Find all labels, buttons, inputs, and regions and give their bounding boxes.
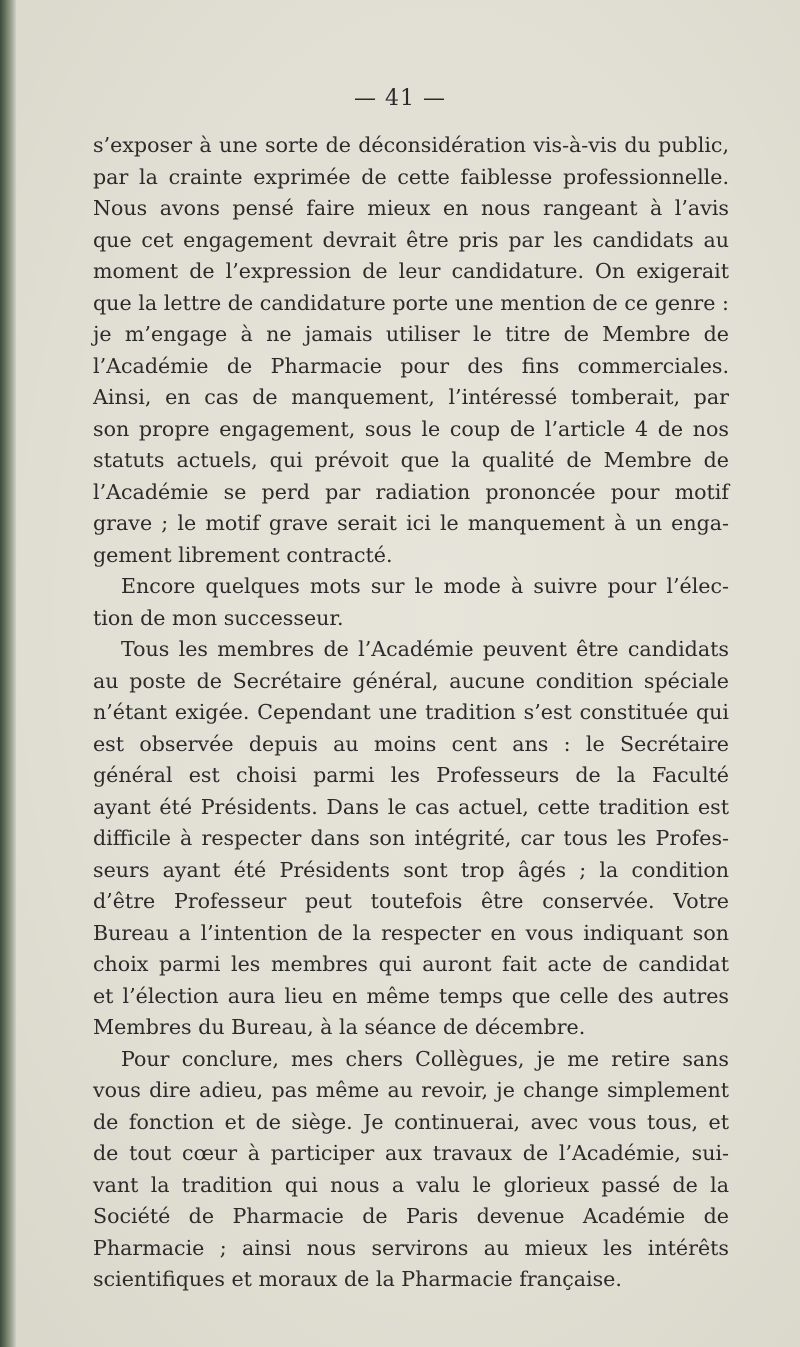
text-line: choix parmi les membres qui auront fait acte de candidat (93, 952, 729, 976)
text-line: Tous les membres de l’Académie peuvent être candidats (121, 637, 729, 661)
text-line: difficile à respecter dans son intégrité, car tous les Profes- (93, 826, 729, 850)
text-line: est observée depuis au moins cent ans : le Secrétaire (93, 731, 729, 756)
text-line: l’Académie de Pharmacie pour des fins commerciales. (93, 353, 729, 378)
text-line: seurs ayant été Présidents sont trop âgés ; la condition (93, 857, 729, 882)
text-line: grave ; le motif grave serait ici le manquement à un enga- (93, 511, 729, 535)
text-line: s’exposer à une sorte de déconsidération vis-à-vis du public, (93, 133, 729, 157)
book-binding-edge (0, 0, 16, 1347)
text-line: général est choisi parmi les Professeurs de la Faculté (93, 763, 729, 787)
body-text (93, 130, 729, 1296)
text-line: Bureau a l’intention de la respecter en vous indiquant son (93, 920, 729, 945)
text-line: l’Académie se perd par radiation prononcée pour motif (93, 479, 729, 504)
text-line: Nous avons pensé faire mieux en nous rangeant à l’avis (93, 196, 729, 220)
text-line: gement librement contracté. (93, 542, 393, 567)
text-line: je m’engage à ne jamais utiliser le titre de Membre de (93, 322, 729, 346)
text-line: Ainsi, en cas de manquement, l’intéressé tomberait, par (93, 385, 729, 409)
text-line: tion de mon successeur. (93, 605, 344, 630)
text-line: son propre engagement, sous le coup de l’article 4 de nos (93, 416, 729, 441)
text-line: de tout cœur à participer aux travaux de l’Académie, sui- (93, 1141, 729, 1165)
text-line: que la lettre de candidature porte une mention de ce genre : (93, 290, 729, 315)
text-line: scientifiques et moraux de la Pharmacie française. (93, 1267, 622, 1291)
text-line: et l’élection aura lieu en même temps que celle des autres (93, 983, 729, 1008)
text-line: Société de Pharmacie de Paris devenue Académie de (93, 1204, 729, 1228)
text-line: d’être Professeur peut toutefois être conservée. Votre (93, 889, 729, 913)
text-line: au poste de Secrétaire général, aucune condition spéciale (93, 668, 729, 693)
text-line: Pharmacie ; ainsi nous servirons au mieux les intérêts (93, 1235, 729, 1260)
text-line: moment de l’expression de leur candidature. On exigerait (93, 259, 729, 283)
page-number: — 41 — (354, 86, 446, 111)
text-line: vous dire adieu, pas même au revoir, je change simplement (93, 1078, 729, 1102)
text-line: ayant été Présidents. Dans le cas actuel, cette tradition est (93, 794, 729, 819)
text-line: Pour conclure, mes chers Collègues, je me retire sans (121, 1046, 729, 1071)
text-line: vant la tradition qui nous a valu le glorieux passé de la (93, 1172, 729, 1197)
text-line: Encore quelques mots sur le mode à suivre pour l’élec- (121, 574, 729, 598)
text-line: n’étant exigée. Cependant une tradition s’est constituée qui (93, 700, 729, 724)
text-line: que cet engagement devrait être pris par les candidats au (93, 227, 729, 252)
text-line: de fonction et de siège. Je continuerai, avec vous tous, et (93, 1109, 729, 1134)
text-line: Membres du Bureau, à la séance de décembre. (93, 1015, 586, 1039)
text-line: statuts actuels, qui prévoit que la qualité de Membre de (93, 448, 729, 472)
text-line: par la crainte exprimée de cette faiblesse professionnelle. (93, 164, 729, 189)
